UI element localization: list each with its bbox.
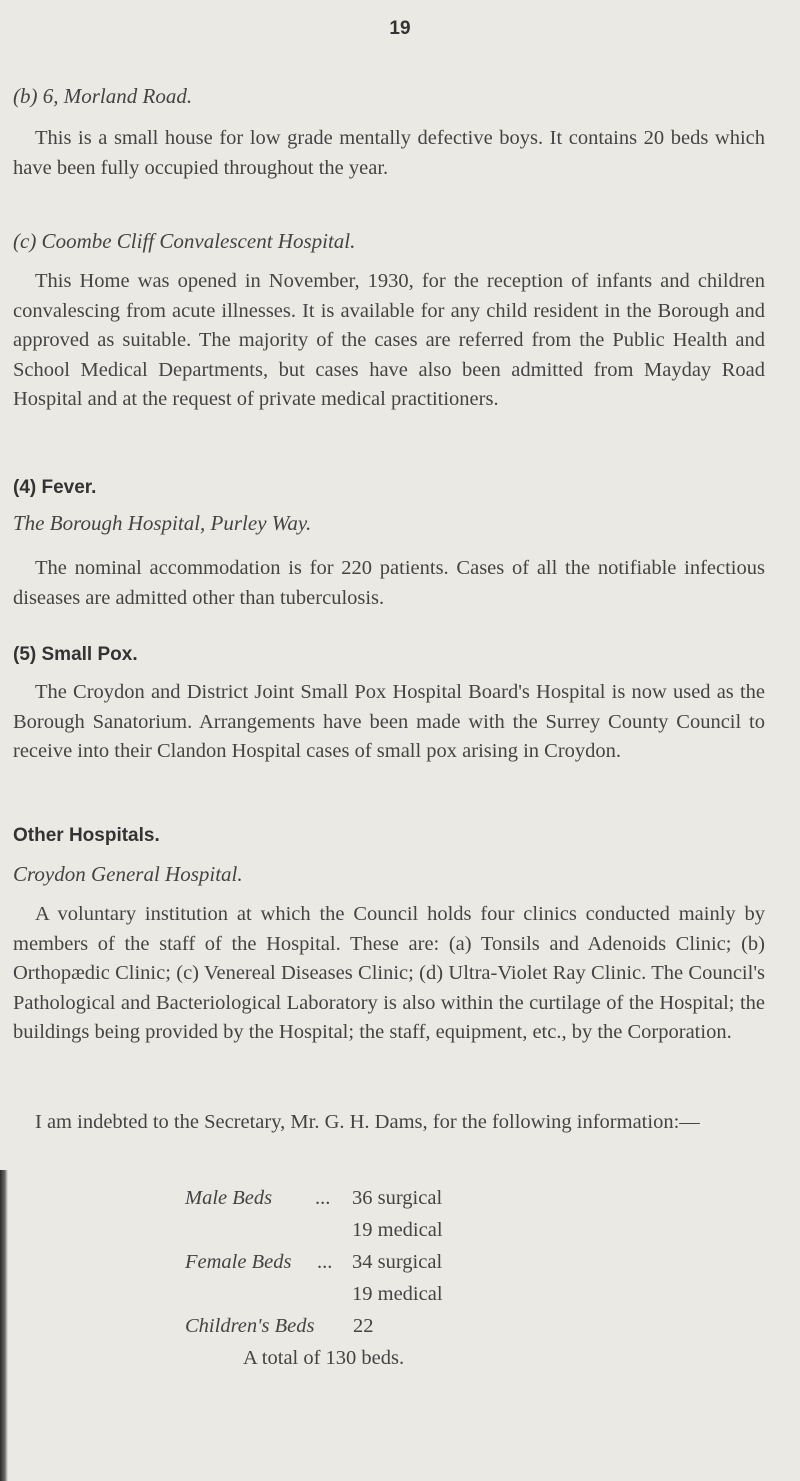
beds-total: A total of 130 beds.: [243, 1347, 405, 1369]
male-beds-dots: ...: [315, 1187, 331, 1209]
smallpox-paragraph: The Croydon and District Joint Small Pox Hospital Board's Hospital is now used as the Borough Sanatorium. Arrangements have been made with the Surrey County Council to receive into their Clandon Hospital cases of small pox arising in Croydon.: [13, 681, 765, 762]
section-other-heading: [13, 825, 765, 847]
female-beds-label: Female Beds: [185, 1251, 292, 1273]
coombe-heading: (c) Coombe Cliff Convalescent Hospital.: [13, 229, 356, 253]
page-number: 19: [389, 18, 411, 39]
section-other: [13, 900, 765, 1048]
section-morland-heading: [13, 84, 765, 109]
female-beds-row: [185, 1251, 291, 1274]
section-fever-subheading: [13, 511, 765, 536]
female-surgical: 34 surgical: [352, 1251, 443, 1273]
other-paragraph: A voluntary institution at which the Council holds four clinics conducted mainly by members of the staff of the Hospital. These are: (a) Tonsils and Adenoids Clinic; (b) Orthopædic Clinic; (c) Venereal Diseases Clinic; (d) Ultra-Violet Ray Clinic. The Council's Pathological and Bacteriological Laboratory is also within the curtilage of the Hospital; the buildings being provided by the Hospital; the staff, equipment, etc., by the Corporation.: [13, 903, 765, 1043]
other-heading: Other Hospitals.: [13, 825, 160, 846]
section-other-2: [13, 1108, 765, 1138]
section-coombe-heading: [13, 229, 765, 254]
section-fever: [13, 554, 765, 613]
section-morland: [13, 124, 765, 183]
male-beds-row: [185, 1187, 272, 1210]
children-beds-value: 22: [353, 1315, 374, 1337]
section-other-subheading: [13, 862, 765, 887]
section-coombe: [13, 267, 765, 415]
fever-subheading: The Borough Hospital, Purley Way.: [13, 511, 312, 535]
male-beds-label: Male Beds: [185, 1187, 273, 1209]
fever-paragraph: The nominal accommodation is for 220 patients. Cases of all the notifiable infectious diseases are admitted other than tuberculosis.: [13, 557, 765, 609]
children-beds-label: Children's Beds: [185, 1315, 315, 1337]
section-smallpox-heading: [13, 644, 765, 666]
coombe-paragraph: This Home was opened in November, 1930, for the reception of infants and children convalescing from acute illnesses. It is available for any child resident in the Borough and approved as suitable. The majority of the cases are referred from the Public Health and School Medical Departments, but cases have also been admitted from Mayday Road Hospital and at the request of private medical practitioners.: [13, 270, 765, 410]
male-medical: 19 medical: [352, 1219, 443, 1241]
section-fever-heading: [13, 477, 765, 499]
fever-heading: (4) Fever.: [13, 477, 97, 498]
section-smallpox: [13, 678, 765, 767]
page-edge-shadow: [0, 1170, 8, 1481]
female-beds-dots: ...: [317, 1251, 333, 1273]
morland-heading: (b) 6, Morland Road.: [13, 84, 193, 108]
indebted-paragraph: I am indebted to the Secretary, Mr. G. H. Dams, for the following information:—: [35, 1111, 700, 1133]
morland-paragraph: This is a small house for low grade mentally defective boys. It contains 20 beds which have been fully occupied throughout the year.: [13, 127, 765, 179]
male-surgical: 36 surgical: [352, 1187, 443, 1209]
smallpox-heading: (5) Small Pox.: [13, 644, 138, 665]
female-medical: 19 medical: [352, 1283, 443, 1305]
other-subheading: Croydon General Hospital.: [13, 862, 243, 886]
children-beds-row: [185, 1315, 314, 1338]
